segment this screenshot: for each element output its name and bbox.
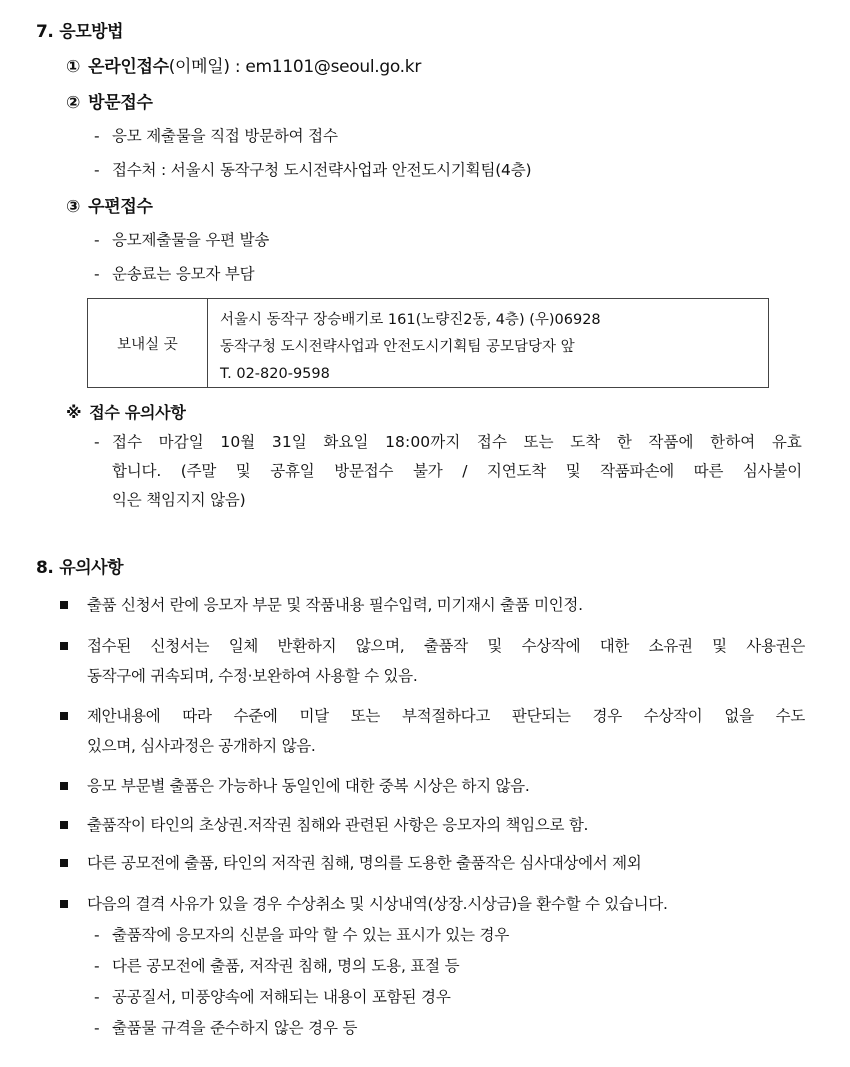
visit-submission <box>66 88 153 113</box>
notice-item: 출품작이 타인의 초상권.저작권 침해와 관련된 사항은 응모자의 책임으로 함. <box>60 810 805 840</box>
address-lines <box>208 299 601 387</box>
section-8-title <box>36 553 123 578</box>
online-submission-label: 온라인접수 <box>88 57 169 77</box>
square-bullet-icon <box>60 859 68 867</box>
section-7-heading: 응모방법 <box>59 22 123 42</box>
online-submission <box>66 52 421 77</box>
disqualify-item: - 공공질서, 미풍양속에 저해되는 내용이 포함된 경우 <box>94 988 451 1006</box>
post-line-1: - 응모제출물을 우편 발송 <box>94 231 270 249</box>
notice-title <box>66 400 185 423</box>
notice-item: 다음의 결격 사유가 있을 경우 수상취소 및 시상내역(상장.시상금)을 환수할 수 있습니다. <box>60 889 805 919</box>
address-phone: T. 02-820-9598 <box>220 366 330 382</box>
disqualify-item: - 다른 공모전에 출품, 저작권 침해, 명의 도용, 표절 등 <box>94 957 460 975</box>
notice-item: 접수된 신청서는 일체 반환하지 않으며, 출품작 및 수상작에 대한 소유권 및 사용권은 동작구에 귀속되며, 수정·보완하여 사용할 수 있음. <box>60 631 805 691</box>
section-8-number: 8. <box>36 558 54 578</box>
address-label: 보내실 곳 <box>88 299 208 387</box>
notice-item: 다른 공모전에 출품, 타인의 저작권 침해, 명의를 도용한 출품작은 심사대상에서 제외 <box>60 848 805 878</box>
square-bullet-icon <box>60 782 68 790</box>
section-7-title <box>36 17 123 42</box>
square-bullet-icon <box>60 642 68 650</box>
circle-number-3: ③ <box>66 197 81 217</box>
square-bullet-icon <box>60 900 68 908</box>
address-line: 서울시 동작구 장승배기로 161(노량진2동, 4층) (우)06928 <box>220 312 601 328</box>
notice-paragraph: - 접수 마감일 10월 31일 화요일 18:00까지 접수 또는 도착 한 작품에 한하여 유효 합니다. (주말 및 공휴일 방문접수 불가 / 지연도착 및 작품파손에 따른 심사불이 익은 책임지지 않음) <box>94 433 802 509</box>
section-8-heading: 유의사항 <box>59 558 123 578</box>
visit-submission-label: 방문접수 <box>88 93 153 113</box>
notice-item: 응모 부문별 출품은 가능하나 동일인에 대한 중복 시상은 하지 않음. <box>60 771 805 801</box>
post-line-2: - 운송료는 응모자 부담 <box>94 265 255 283</box>
visit-line-2: - 접수처 : 서울시 동작구청 도시전략사업과 안전도시기획팀(4층) <box>94 161 532 179</box>
disqualify-item: - 출품물 규격을 준수하지 않은 경우 등 <box>94 1019 358 1037</box>
visit-line-1: - 응모 제출물을 직접 방문하여 접수 <box>94 127 338 145</box>
square-bullet-icon <box>60 601 68 609</box>
section-7-number: 7. <box>36 22 54 42</box>
notice-item: 제안내용에 따라 수준에 미달 또는 부적절하다고 판단되는 경우 수상작이 없을 수도 있으며, 심사과정은 공개하지 않음. <box>60 701 805 761</box>
post-submission-label: 우편접수 <box>88 197 153 217</box>
circle-number-2: ② <box>66 93 81 113</box>
reference-mark-icon: ※ <box>66 403 82 422</box>
online-submission-email: (이메일) : em1101@seoul.go.kr <box>168 57 422 77</box>
square-bullet-icon <box>60 712 68 720</box>
address-line: 동작구청 도시전략사업과 안전도시기획팀 공모담당자 앞 <box>220 339 575 355</box>
circle-number-1: ① <box>66 57 81 77</box>
notice-item: 출품 신청서 란에 응모자 부문 및 작품내용 필수입력, 미기재시 출품 미인정. <box>60 590 805 620</box>
post-submission <box>66 192 153 217</box>
disqualify-item: - 출품작에 응모자의 신분을 파악 할 수 있는 표시가 있는 경우 <box>94 926 510 944</box>
square-bullet-icon <box>60 821 68 829</box>
address-table <box>87 298 769 388</box>
notice-heading: 접수 유의사항 <box>89 403 186 422</box>
